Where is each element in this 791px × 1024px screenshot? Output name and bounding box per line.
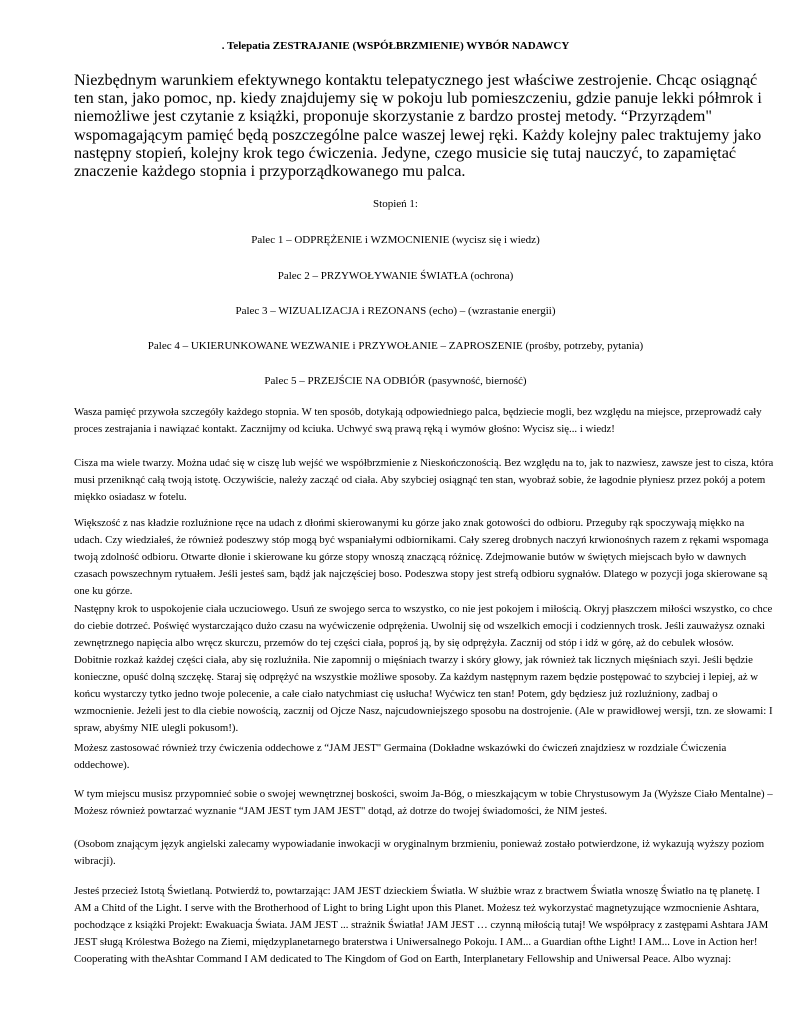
body-paragraph: W tym miejscu musisz przypomnieć sobie o swojej wewnętrznej boskości, swoim Ja-Bóg, o mieszkającym w tobie Chrystusowym Ja (Wyższe Ciało Mentalne) – Możesz również powtarzać wyznanie “JAM JEST tym JAM JEST" dotąd, aż dotrze do twojej świadomości, że NIM jesteś. bbox=[74, 788, 773, 817]
body-paragraph: Następny krok to uspokojenie ciała uczuciowego. Usuń ze swojego serca to wszystko, co nie jest pokojem i miłością. Okryj płaszczem miłości wszystko, co chce do ciebie dotrzeć. Poświęć wystarczająco dużo czasu na wyćwiczenie odprężenia. Uwolnij się od wszelkich emocji i codziennych trosk. Jeśli zauważysz oznaki zewnętrznego napięcia albo wręcz skurczu, przemów do tej części ciała, poproś ją, by się odprężyła. Zacznij od stóp i idź w górę, aż do cebulek włosów. Dobitnie rozkaż każdej części ciała, aby się rozluźniła. Nie zapomnij o mięśniach twarzy i skóry głowy, jak również tak licznych mięśniach szyi. Jeśli będzie konieczne, opuść dolną szczękę. Staraj się odprężyć na wszystkie możliwe sposoby. Za każdym następnym razem będzie postępować to szybciej i lepiej, aż w końcu wystarczy tytko jedno twoje polecenie, a całe ciało natychmiast cię usłucha! Wyćwicz ten stan! Potem, gdy będziesz już rozluźniony, zadbaj o wzmocnienie. Jeżeli jest to dla ciebie nowością, zacznij od Ojcze Nasz, najcudowniejszego sposobu na dostrojenie. (Ale w prawidłowej wersji, tzn. ze słowami: I spraw, abyśmy NIE ulegli pokusom!). bbox=[74, 603, 773, 734]
body-paragraph: Jesteś przecież Istotą Świetlaną. Potwierdź to, powtarzając: JAM JEST dzieckiem Światła. W służbie wraz z bractwem Światła wnoszę Światło na tę planetę. I AM a Chitd of the Light. I serve with the Brotherhood of Light to bring Light upon this Planet. Możesz też wykorzystać magnetyzujące wzmocnienie Ashtara, pochodzące z książki Projekt: Ewakuacja Świata. JAM JEST ... strażnik Światła! JAM JEST … czynną miłością tutaj! We współpracy z zastępami Ashtara JAM JEST sługą Królestwa Bożego na Ziemi, międzyplanetarnego braterstwa i Uniwersalnego Pokoju. I AM... a Guardian ofthe Light! I AM... Love in Action her! Cooperating with theAshtar Command I AM dedicated to The Kingdom of God on Earth, Interplanetary Fellowship and Uniwersal Peace. Albo wyznaj: bbox=[74, 885, 769, 965]
intro-paragraph: Niezbędnym warunkiem efektywnego kontaktu telepatycznego jest właściwe zestrojenie. Chcąc osiągnąć ten stan, jako pomoc, np. kiedy znajdujemy się w pokoju lub pomieszczeniu, gdzie panuje lekki półmrok i niemożliwe jest czytanie z książki, proponuje skorzystanie z bardzo prostej metody. “Przyrządem" wspomagającym pamięć będą poszczególne palce waszej lewej ręki. Każdy kolejny palec traktujemy jako następny stopień, kolejny krok tego ćwiczenia. Jedyne, czego musicie się tutaj nauczyć, to zapamiętać znaczenie każdego stopnia i przyporządkowanego mu palca. bbox=[74, 71, 762, 181]
finger-item: Palec 3 – WIZUALIZACJA i REZONANS (echo) – (wzrastanie energii) bbox=[235, 305, 556, 317]
body-paragraph: Większość z nas kładzie rozluźnione ręce na udach z dłońmi skierowanymi ku górze jako znak gotowości do odbioru. Przeguby rąk spoczywają miękko na udach. Czy wiedziałeś, że również podeszwy stóp mogą być wspaniałymi odbiornikami. Cały szereg drobnych naczyń krwionośnych razem z rękami wspomaga twoją zdolność odbioru. Otwarte dłonie i skierowane ku górze stopy wnoszą znaczącą różnicę. Zdejmowanie butów w świętych miejscach było w dawnych czasach powszechnym rytuałem. Jeśli jesteś sam, bądź jak najczęściej boso. Podeszwa stopy jest strefą odbioru sygnałów. Dlatego w pozycji joga skierowane są one ku górze. bbox=[74, 517, 769, 597]
body-paragraph: (Osobom znającym język angielski zalecamy wypowiadanie inwokacji w oryginalnym brzmieniu, ponieważ zostało potwierdzone, iż wykazują wyższy poziom wibracji). bbox=[74, 838, 765, 867]
finger-item: Palec 4 – UKIERUNKOWANE WEZWANIE i PRZYWOŁANIE – ZAPROSZENIE (prośby, potrzeby, pytania) bbox=[147, 340, 644, 352]
finger-item: Palec 5 – PRZEJŚCIE NA ODBIÓR (pasywność, bierność) bbox=[264, 375, 527, 387]
document-title: . Telepatia ZESTRAJANIE (WSPÓŁBRZMIENIE) WYBÓR NADAWCY bbox=[221, 40, 570, 52]
body-paragraph: Wasza pamięć przywoła szczegóły każdego stopnia. W ten sposób, dotykają odpowiedniego palca, będziecie mogli, bez względu na miejsce, przeprowadź cały proces zestrajania i nawiązać kontakt. Zacznijmy od kciuka. Uchwyć swą prawą ręką i wymów głośno: Wycisz się... i wiedz! bbox=[74, 406, 762, 435]
finger-item: Palec 1 – ODPRĘŻENIE i WZMOCNIENIE (wycisz się i wiedz) bbox=[251, 234, 540, 246]
stage-heading: Stopień 1: bbox=[373, 198, 418, 210]
body-paragraph: Cisza ma wiele twarzy. Można udać się w ciszę lub wejść we współbrzmienie z Nieskończonością. Bez względu na to, jak to nazwiesz, zawsze jest to cisza, która musi przeniknąć całą twoją istotę. Oczywiście, należy zacząć od ciała. Aby szybciej osiągnąć ten stan, wyobraź sobie, że łagodnie płyniesz przez pokój a potem miękko osiadasz w fotelu. bbox=[74, 457, 774, 503]
finger-item: Palec 2 – PRZYWOŁYWANIE ŚWIATŁA (ochrona) bbox=[277, 270, 514, 282]
body-paragraph: Możesz zastosować również trzy ćwiczenia oddechowe z “JAM JEST" Germaina (Dokładne wskazówki do ćwiczeń znajdziesz w rozdziale Ćwiczenia oddechowe). bbox=[74, 742, 727, 771]
